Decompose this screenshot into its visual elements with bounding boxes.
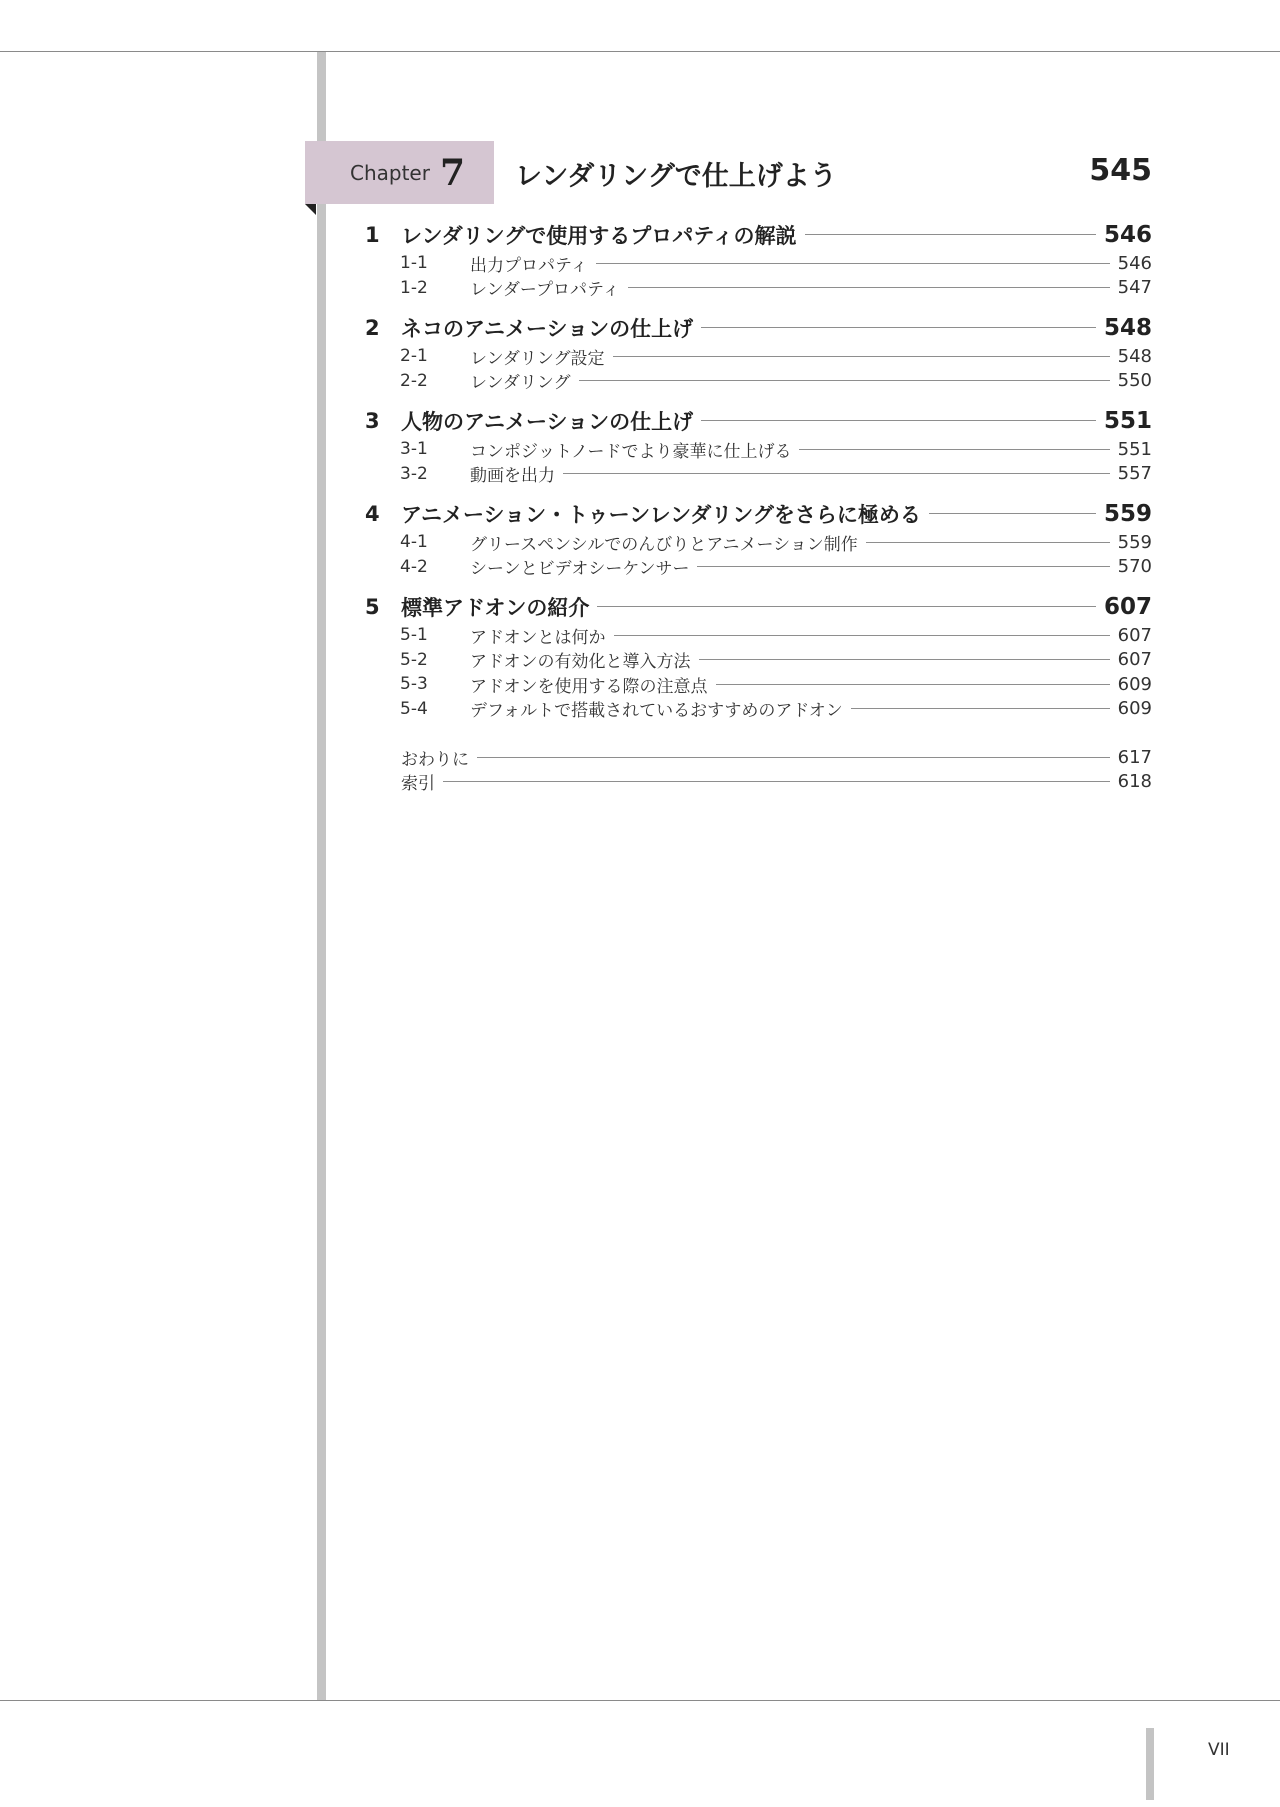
- sub-number: 3-1: [400, 439, 428, 460]
- sub-number: 4-1: [400, 532, 428, 553]
- main-number: 5: [365, 594, 380, 619]
- main-number: 1: [365, 222, 380, 247]
- sub-title: アドオンとは何か: [470, 627, 606, 648]
- sub-number: 4-2: [400, 556, 428, 577]
- sub-number: 5-3: [400, 674, 428, 695]
- end-matter-gap: [365, 721, 1152, 745]
- dot-leader: [597, 606, 1096, 607]
- sub-page: 559: [1117, 531, 1152, 553]
- dot-leader: [799, 449, 1109, 450]
- sub-page: 609: [1117, 698, 1152, 720]
- subsection-entry[interactable]: [365, 623, 1152, 648]
- page-edge-bar: [317, 52, 326, 1700]
- subsection-entry[interactable]: [365, 648, 1152, 673]
- section-entry[interactable]: [365, 590, 1152, 623]
- sub-number: 5-1: [400, 625, 428, 646]
- main-page: 559: [1103, 500, 1152, 527]
- subsection-entry[interactable]: [365, 672, 1152, 697]
- sub-title: 動画を出力: [470, 466, 555, 487]
- end-matter-entry[interactable]: [365, 745, 1152, 770]
- dot-leader: [701, 420, 1096, 421]
- dot-leader: [866, 542, 1110, 543]
- main-number: 4: [365, 501, 380, 526]
- sub-title: レンダリング: [470, 373, 571, 394]
- sub-page: 546: [1117, 252, 1152, 274]
- chapter-word: Chapter: [350, 160, 430, 185]
- dot-leader: [699, 659, 1110, 660]
- sub-page: 607: [1117, 649, 1152, 671]
- sub-number: 1-2: [400, 277, 428, 298]
- subsection-entry[interactable]: [365, 530, 1152, 555]
- sub-number: 5-4: [400, 698, 428, 719]
- section-entry[interactable]: [365, 218, 1152, 251]
- section-gap: [365, 300, 1152, 311]
- section-gap: [365, 393, 1152, 404]
- subsection-entry[interactable]: [365, 555, 1152, 580]
- end-title: 索引: [401, 774, 435, 795]
- dot-leader: [716, 684, 1110, 685]
- chapter-label-box: [305, 141, 494, 204]
- sub-page: 548: [1117, 345, 1152, 367]
- dot-leader: [851, 708, 1110, 709]
- end-page: 617: [1117, 746, 1152, 768]
- section-entry[interactable]: [365, 497, 1152, 530]
- dot-leader: [614, 635, 1110, 636]
- sub-number: 1-1: [400, 253, 428, 274]
- sub-page: 570: [1117, 556, 1152, 578]
- main-page: 607: [1103, 593, 1152, 620]
- main-page: 546: [1103, 221, 1152, 248]
- sub-title: デフォルトで搭載されているおすすめのアドオン: [470, 701, 843, 722]
- dot-leader: [805, 234, 1096, 235]
- dot-leader: [697, 566, 1109, 567]
- chapter-page: 545: [1089, 153, 1152, 188]
- sub-title: レンダープロパティ: [470, 280, 620, 301]
- subsection-entry[interactable]: [365, 344, 1152, 369]
- sub-page: 609: [1117, 673, 1152, 695]
- dot-leader: [477, 757, 1110, 758]
- table-of-contents: [365, 218, 1152, 794]
- subsection-entry[interactable]: [365, 697, 1152, 722]
- section-entry[interactable]: [365, 311, 1152, 344]
- subsection-entry[interactable]: [365, 462, 1152, 487]
- sub-title: 出力プロパティ: [470, 255, 588, 276]
- end-title: おわりに: [401, 749, 469, 770]
- subsection-entry[interactable]: [365, 369, 1152, 394]
- bottom-rule: [0, 1700, 1280, 1701]
- main-page: 551: [1103, 407, 1152, 434]
- section-entry[interactable]: [365, 404, 1152, 437]
- main-title: 標準アドオンの紹介: [401, 595, 590, 620]
- sub-page: 557: [1117, 463, 1152, 485]
- sub-title: シーンとビデオシーケンサー: [470, 559, 690, 580]
- sub-page: 551: [1117, 438, 1152, 460]
- dot-leader: [579, 380, 1110, 381]
- sub-number: 2-1: [400, 346, 428, 367]
- sub-title: グリースペンシルでのんびりとアニメーション制作: [470, 534, 858, 555]
- sub-title: コンポジットノードでより豪華に仕上げる: [470, 441, 792, 462]
- chapter-number: 7: [439, 151, 466, 194]
- section-gap: [365, 579, 1152, 590]
- sub-number: 5-2: [400, 649, 428, 670]
- sub-title: アドオンを使用する際の注意点: [470, 676, 708, 697]
- page-folio: VII: [1208, 1740, 1230, 1760]
- main-title: ネコのアニメーションの仕上げ: [401, 316, 694, 341]
- dot-leader: [443, 781, 1110, 782]
- chapter-title: レンダリングで仕上げよう: [515, 161, 837, 192]
- main-number: 2: [365, 315, 380, 340]
- dot-leader: [929, 513, 1096, 514]
- sub-number: 3-2: [400, 463, 428, 484]
- top-rule: [0, 51, 1280, 52]
- sub-page: 607: [1117, 624, 1152, 646]
- dot-leader: [628, 287, 1110, 288]
- chapter-box-corner: [305, 204, 316, 215]
- main-title: レンダリングで使用するプロパティの解説: [401, 223, 797, 248]
- end-matter-entry[interactable]: [365, 770, 1152, 795]
- main-number: 3: [365, 408, 380, 433]
- subsection-entry[interactable]: [365, 437, 1152, 462]
- subsection-entry[interactable]: [365, 276, 1152, 301]
- dot-leader: [596, 263, 1110, 264]
- sub-page: 547: [1117, 277, 1152, 299]
- sub-page: 550: [1117, 370, 1152, 392]
- sub-number: 2-2: [400, 370, 428, 391]
- subsection-entry[interactable]: [365, 251, 1152, 276]
- sub-title: アドオンの有効化と導入方法: [470, 652, 691, 673]
- footer-bar: [1146, 1728, 1154, 1800]
- dot-leader: [563, 473, 1110, 474]
- main-title: 人物のアニメーションの仕上げ: [401, 409, 694, 434]
- dot-leader: [701, 327, 1096, 328]
- sub-title: レンダリング設定: [470, 348, 605, 369]
- main-title: アニメーション・トゥーンレンダリングをさらに極める: [401, 502, 921, 527]
- dot-leader: [613, 356, 1110, 357]
- end-page: 618: [1117, 771, 1152, 793]
- main-page: 548: [1103, 314, 1152, 341]
- section-gap: [365, 486, 1152, 497]
